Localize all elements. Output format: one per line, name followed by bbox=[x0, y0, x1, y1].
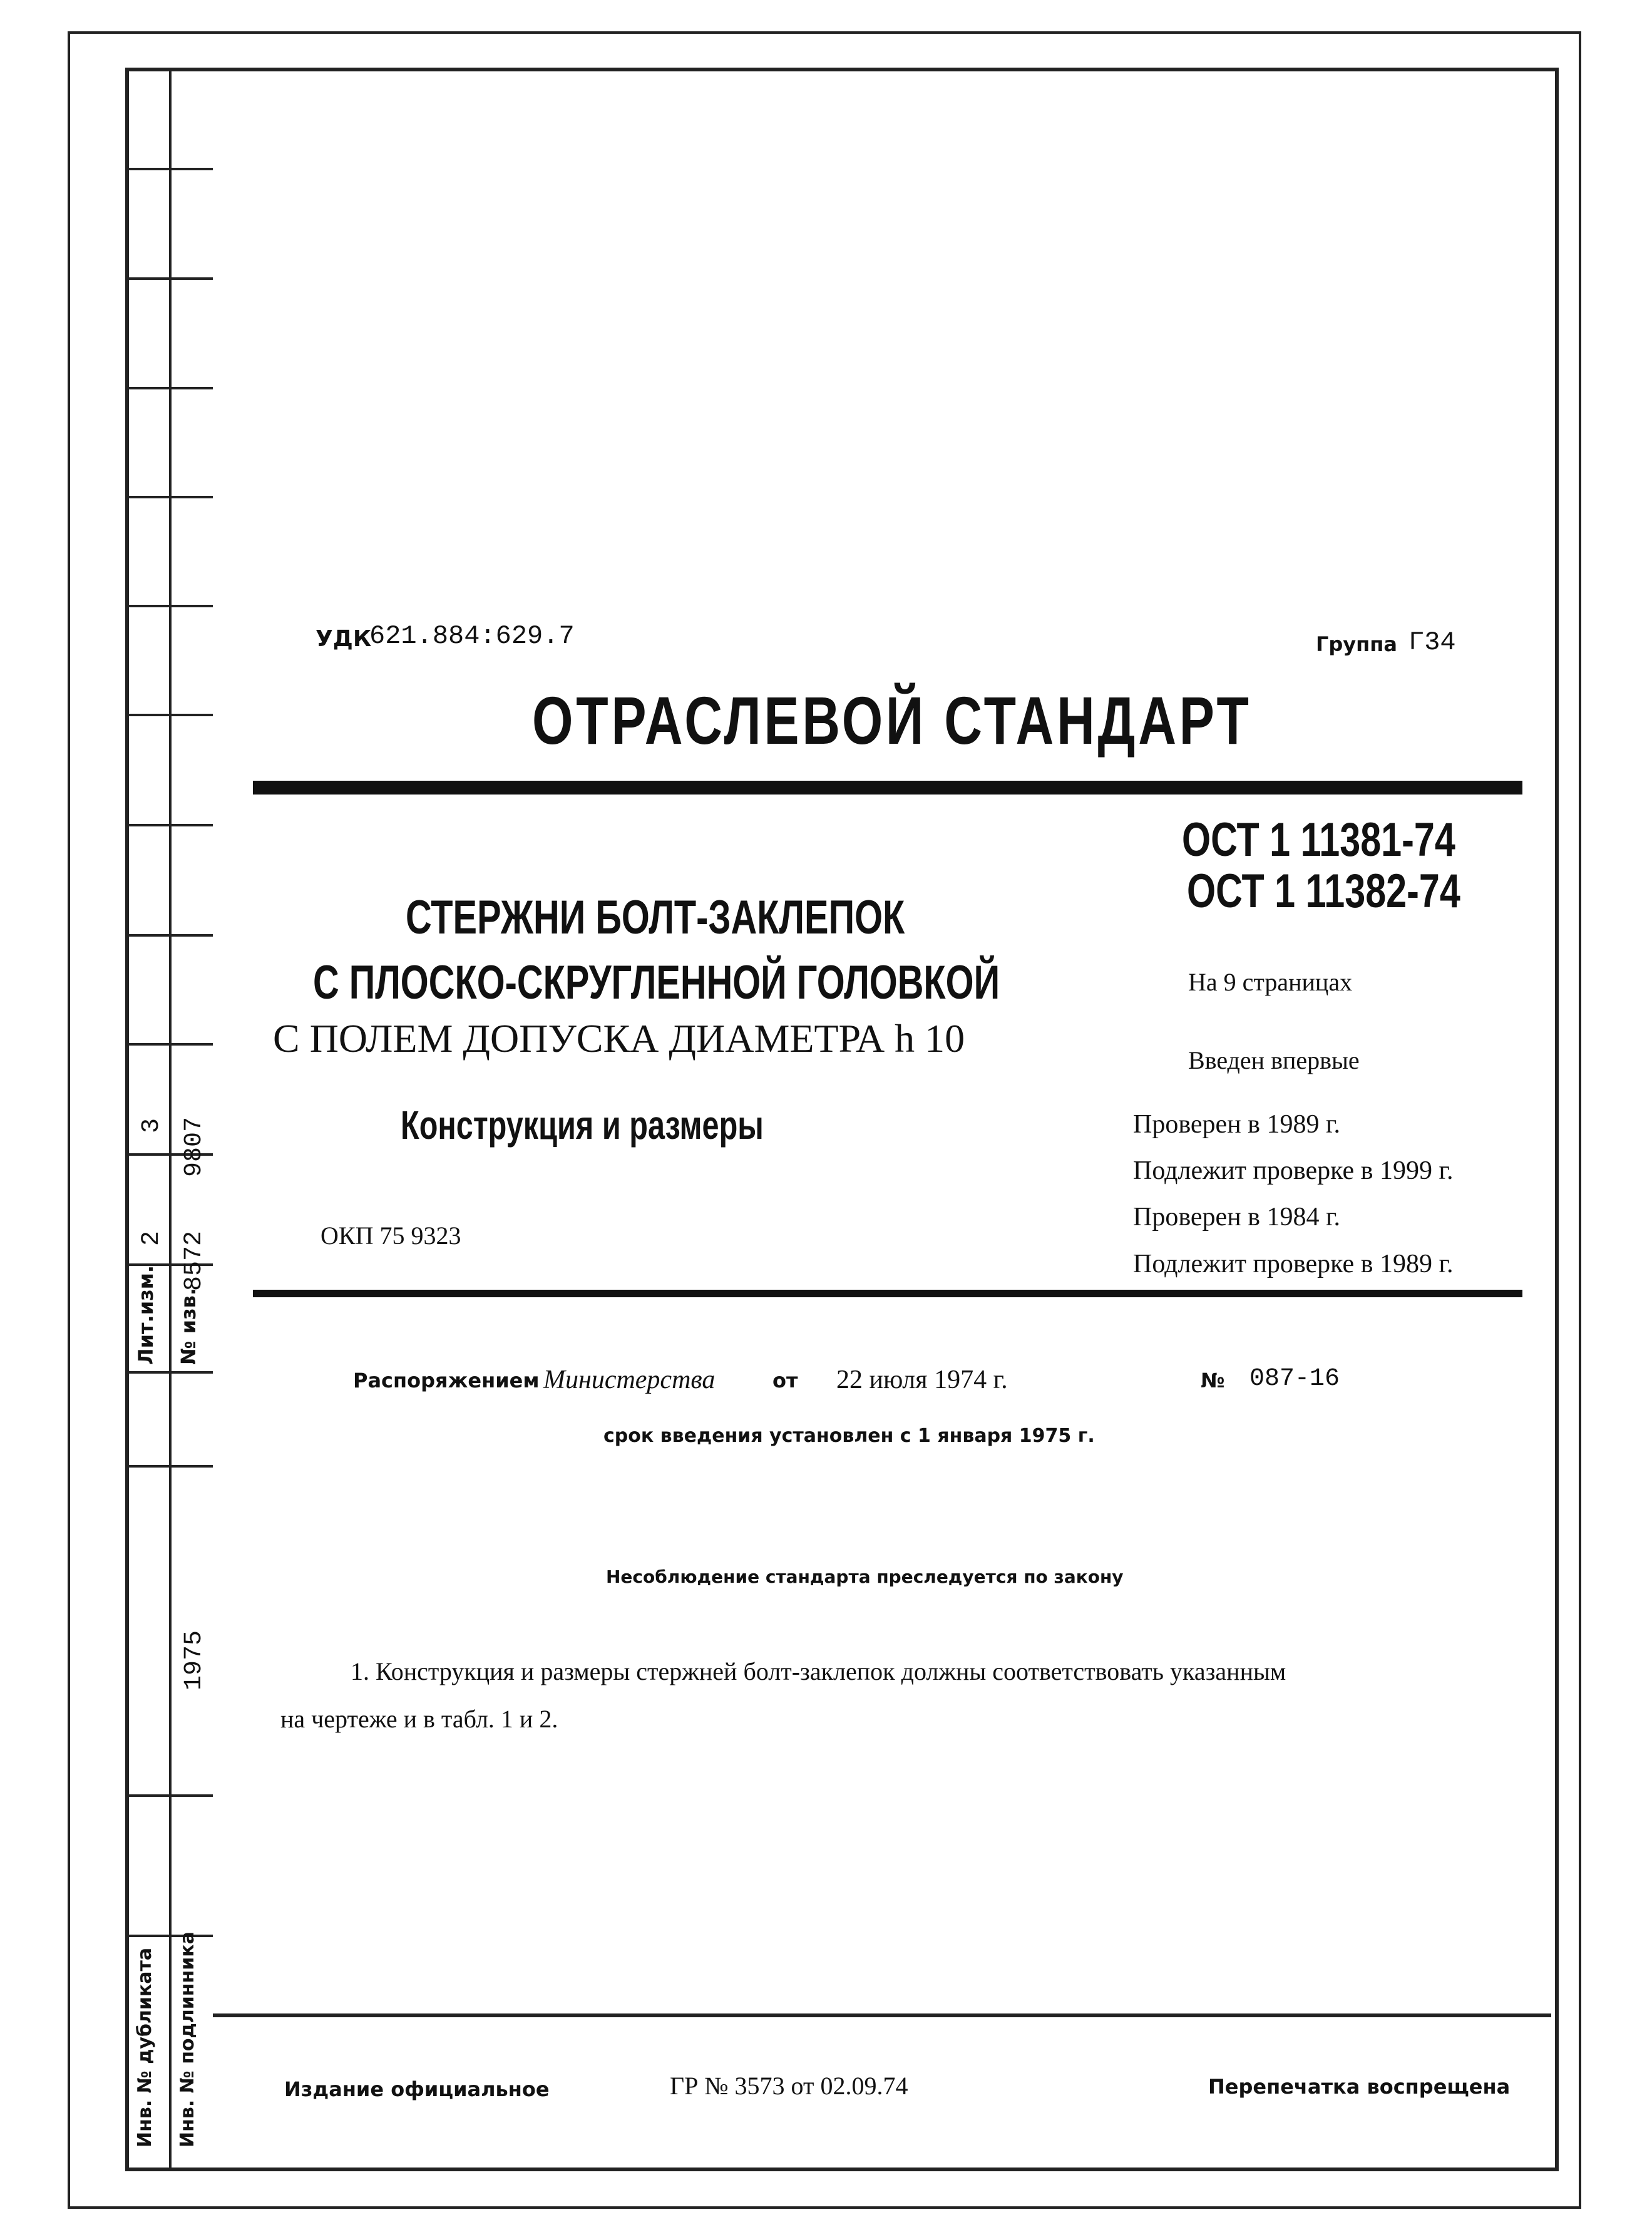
group-value: Г34 bbox=[1408, 627, 1456, 657]
side-notice-number: 8572 bbox=[180, 1230, 208, 1291]
check-line: Проверен в 1989 г. bbox=[1133, 1110, 1340, 1139]
side-year: 1975 bbox=[180, 1630, 208, 1690]
title-line-3: С ПОЛЕМ ДОПУСКА ДИАМЕТРА h 10 bbox=[273, 1016, 965, 1061]
law-notice: Несоблюдение стандарта преследуется по закону bbox=[606, 1566, 1124, 1587]
footer-official: Издание официальное bbox=[284, 2077, 550, 2101]
side-inv-podl: Инв. № подлинника bbox=[177, 1931, 198, 2147]
okp-code: ОКП 75 9323 bbox=[321, 1221, 461, 1250]
udk-value: 621.884:629.7 bbox=[369, 621, 575, 651]
side-row-line bbox=[125, 496, 213, 498]
side-row-line bbox=[125, 605, 213, 607]
side-row-line bbox=[125, 1043, 213, 1046]
order-number: 087-16 bbox=[1249, 1365, 1340, 1393]
order-number-label: № bbox=[1201, 1369, 1225, 1392]
side-izv-label: № изв. bbox=[177, 1287, 200, 1365]
side-notice-number: 9807 bbox=[180, 1116, 208, 1177]
side-column-divider bbox=[169, 68, 172, 2168]
main-frame bbox=[125, 68, 1559, 2171]
group-label: Группа bbox=[1316, 632, 1397, 656]
bottom-rule bbox=[253, 1290, 1522, 1297]
pages-count: На 9 страницах bbox=[1188, 968, 1353, 996]
side-row-line bbox=[125, 934, 213, 937]
order-date: 22 июля 1974 г. bbox=[836, 1365, 1008, 1394]
standard-number: ОСТ 1 11381-74 bbox=[1182, 813, 1455, 867]
footer-reprint: Перепечатка воспрещена bbox=[1208, 2075, 1511, 2099]
side-inv-dub: Инв. № дубликата bbox=[134, 1947, 156, 2147]
side-row-line bbox=[125, 277, 213, 280]
udk-label: УДК bbox=[316, 626, 372, 652]
title-line-2: С ПЛОСКО-СКРУГЛЕННОЙ ГОЛОВКОЙ bbox=[313, 956, 1000, 1009]
introduced-note: Введен впервые bbox=[1188, 1046, 1360, 1074]
effective-date: срок введения установлен с 1 января 1975 г. bbox=[603, 1425, 1095, 1447]
side-row-line bbox=[125, 824, 213, 826]
side-lit-label: Лит.изм. bbox=[134, 1265, 158, 1365]
title-line-1: СТЕРЖНИ БОЛТ-ЗАКЛЕПОК bbox=[406, 891, 905, 944]
main-title: ОТРАСЛЕВОЙ СТАНДАРТ bbox=[532, 682, 1252, 758]
side-row-line bbox=[125, 1794, 213, 1797]
side-row-line bbox=[125, 168, 213, 170]
check-line: Проверен в 1984 г. bbox=[1133, 1203, 1340, 1232]
standard-number: ОСТ 1 11382-74 bbox=[1187, 865, 1460, 918]
body-paragraph-line-2: на чертеже и в табл. 1 и 2. bbox=[280, 1705, 558, 1733]
order-label: Распоряжением bbox=[353, 1369, 540, 1392]
check-line: Подлежит проверке в 1989 г. bbox=[1133, 1250, 1454, 1278]
side-row-line bbox=[125, 1465, 213, 1468]
side-row-line bbox=[125, 714, 213, 716]
side-change-number: 3 bbox=[138, 1118, 166, 1133]
footer-registration: ГР № 3573 от 02.09.74 bbox=[670, 2072, 908, 2100]
side-row-line bbox=[125, 387, 213, 389]
subtitle: Конструкция и размеры bbox=[401, 1103, 764, 1148]
side-change-number: 2 bbox=[138, 1230, 166, 1246]
footer-rule bbox=[213, 2013, 1551, 2017]
order-ministry: Министерства bbox=[543, 1365, 716, 1394]
side-row-line bbox=[125, 1371, 213, 1374]
side-row-line bbox=[125, 1935, 213, 1937]
order-from-label: от bbox=[772, 1369, 798, 1392]
top-thick-rule bbox=[253, 781, 1522, 795]
check-line: Подлежит проверке в 1999 г. bbox=[1133, 1156, 1454, 1185]
body-paragraph-line-1: 1. Конструкция и размеры стержней болт-заклепок должны соответствовать указанным bbox=[351, 1657, 1286, 1685]
